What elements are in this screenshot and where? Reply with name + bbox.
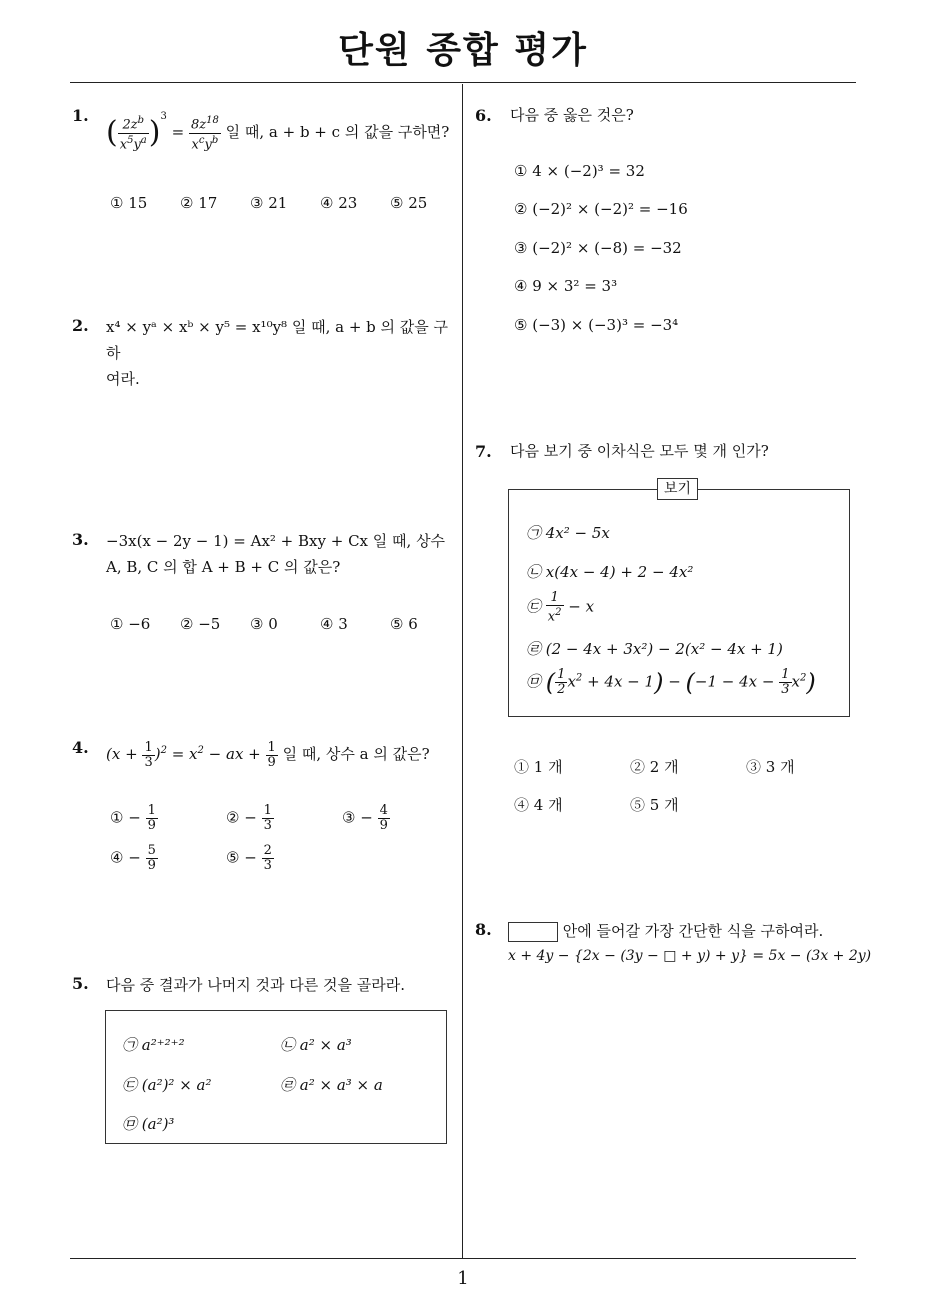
q4-choice-1[interactable]: ① − $\frac{1}{9}$ [110, 803, 156, 833]
bottom-rule [70, 1258, 856, 1259]
q3-choice-5[interactable]: ⑤ 6 [390, 615, 418, 633]
q7-choice-5[interactable]: ⑤ 5 개 [630, 796, 679, 814]
question-7-text: 다음 보기 중 이차식은 모두 몇 개 인가? [510, 442, 769, 460]
question-8-text: 안에 들어갈 가장 간단한 식을 구하여라. [562, 922, 824, 940]
q3-choice-4[interactable]: ④ 3 [320, 615, 348, 633]
q5-item-3: ㉢ (a²)² × a² [122, 1076, 212, 1094]
page-title: 단원 종합 평가 [338, 30, 588, 71]
question-4-stem: (x + $\frac{1}{3}$ )$^2 = x^2$ − ax + $\frac{1}{9}$ 일 때, 상수 a 의 값은? [106, 739, 430, 770]
q7-choice-3[interactable]: ③ 3 개 [746, 758, 795, 776]
question-8-stem [508, 918, 853, 944]
question-8-equation: x + 4y − {2x − (3y − □ + y) + y} = 5x − (3x + 2y) [508, 948, 872, 964]
q3-choice-2[interactable]: ② −5 [180, 615, 221, 633]
question-5-number: 5. [72, 974, 89, 993]
question-7-number: 7. [475, 442, 492, 461]
q7-item-5: ㉤ ( $\frac{1}{2}$ $x^2 + 4x - 1) - (-1 - 4x$ − $\frac{1}{3}$ $x^2$) [526, 667, 816, 697]
q6-choice-1[interactable]: ① 4 × (−2)³ = 32 [514, 162, 645, 180]
question-2-number: 2. [72, 316, 89, 335]
top-rule [70, 82, 856, 83]
q6-choice-2[interactable]: ② (−2)² × (−2)² = −16 [514, 200, 688, 218]
q1-choice-1[interactable]: ① 15 [110, 194, 148, 212]
question-2-line2: 여라. [106, 370, 140, 388]
q1-choice-5[interactable]: ⑤ 25 [390, 194, 428, 212]
page-number: 1 [457, 1268, 469, 1289]
question-3-line2: A, B, C 의 합 A + B + C 의 값은? [106, 558, 341, 576]
q5-item-2: ㉡ a² × a³ [280, 1036, 352, 1054]
answer-blank-box [508, 922, 558, 942]
q1-choice-4[interactable]: ④ 23 [320, 194, 358, 212]
q3-choice-3[interactable]: ③ 0 [250, 615, 278, 633]
q4-choice-3[interactable]: ③ − $\frac{4}{9}$ [342, 803, 388, 833]
q4-choice-5[interactable]: ⑤ − $\frac{2}{3}$ [226, 843, 272, 873]
column-divider [462, 84, 463, 1258]
question-2-line1: x⁴ × yᵃ × xᵇ × y⁵ = x¹⁰y⁸ 일 때, a + b 의 값을 구하 [106, 318, 449, 362]
q7-item-1: ㉠ 4x² − 5x [526, 524, 610, 542]
q4-choice-2[interactable]: ② − $\frac{1}{3}$ [226, 803, 272, 833]
q7-choice-2[interactable]: ② 2 개 [630, 758, 679, 776]
q5-item-1: ㉠ a²⁺²⁺² [122, 1036, 185, 1054]
q7-item-3: ㉢ $\frac{1}{x^2}$ − x [526, 590, 595, 625]
q6-choice-3[interactable]: ③ (−2)² × (−8) = −32 [514, 239, 682, 257]
question-8-number: 8. [475, 920, 492, 939]
q5-item-5: ㉤ (a²)³ [122, 1115, 175, 1133]
q3-choice-1[interactable]: ① −6 [110, 615, 151, 633]
question-3-line1: −3x(x − 2y − 1) = Ax² + Bxy + Cx 일 때, 상수 [106, 532, 446, 550]
question-2-stem [106, 314, 458, 392]
q6-choice-4[interactable]: ④ 9 × 3² = 3³ [514, 277, 618, 295]
q7-choice-4[interactable]: ④ 4 개 [514, 796, 563, 814]
question-3-stem [106, 528, 458, 580]
q6-choice-5[interactable]: ⑤ (−3) × (−3)³ = −3⁴ [514, 316, 679, 334]
q7-choice-1[interactable]: ① 1 개 [514, 758, 563, 776]
q1-choice-2[interactable]: ② 17 [180, 194, 218, 212]
q7-item-4: ㉣ (2 − 4x + 3x²) − 2(x² − 4x + 1) [526, 640, 783, 658]
q4-choice-4[interactable]: ④ − $\frac{5}{9}$ [110, 843, 156, 873]
question-4-text: 일 때, 상수 a 의 값은? [282, 745, 430, 763]
question-1-stem: ( $\frac{2z^b}{x^5y^a}$ )$^3$ = $\frac{8z^{18}}{x^cy^b}$ 일 때, a + b + c 의 값을 구하면? [106, 111, 450, 152]
q7-bogi-legend: 보기 [657, 478, 698, 500]
q5-item-4: ㉣ a² × a³ × a [280, 1076, 383, 1094]
question-1-text: 일 때, a + b + c 의 값을 구하면? [225, 123, 450, 141]
question-5-text: 다음 중 결과가 나머지 것과 다른 것을 골라라. [106, 976, 405, 994]
question-3-number: 3. [72, 530, 89, 549]
q7-item-2: ㉡ x(4x − 4) + 2 − 4x² [526, 563, 694, 581]
question-6-text: 다음 중 옳은 것은? [510, 106, 634, 124]
question-1-number: 1. [72, 106, 89, 125]
q1-choice-3[interactable]: ③ 21 [250, 194, 288, 212]
question-6-number: 6. [475, 106, 492, 125]
question-4-number: 4. [72, 738, 89, 757]
